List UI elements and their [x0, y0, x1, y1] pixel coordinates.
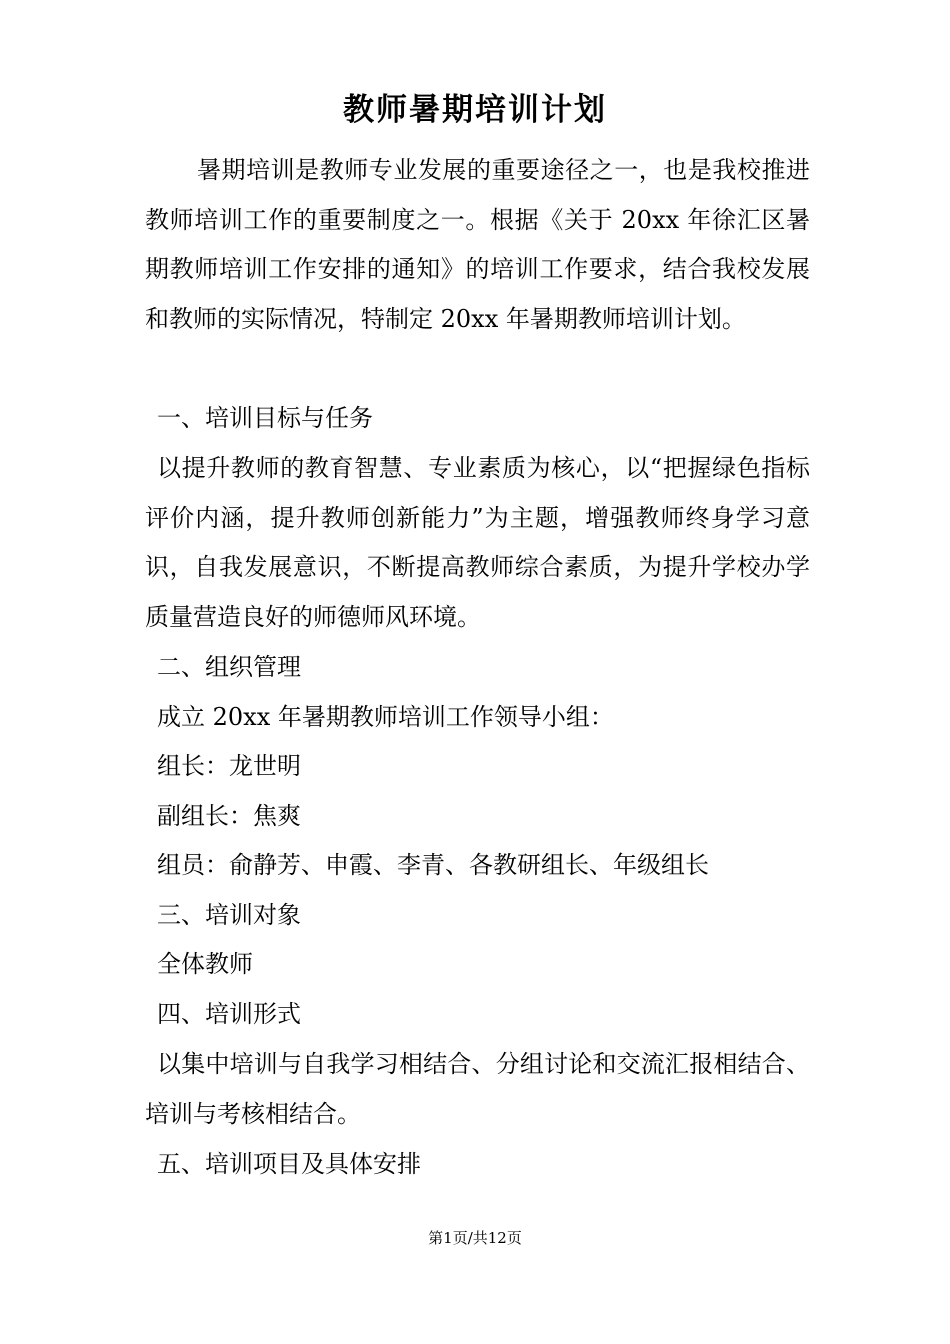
section1-body: 以提升教师的教育智慧、专业素质为核心，以“把握绿色指标评价内涵，提升教师创新能力”为主题，增强教师终身学习意识，自我发展意识，不断提高教师综合素质，为提升学校办学质量营造良好的师德师风环境。: [145, 454, 810, 631]
section4-body: 以集中培训与自我学习相结合、分组讨论和交流汇报相结合、培训与考核相结合。: [145, 1050, 810, 1128]
section2-line-leader: 组长：龙世明: [157, 752, 301, 780]
section2-line-deputy: 副组长：焦爽: [157, 802, 301, 830]
section4-heading: 四、培训形式: [157, 1000, 301, 1028]
page-footer: 第1页/共12页: [428, 1229, 522, 1247]
section3-body: 全体教师: [157, 950, 253, 978]
intro-paragraph: 暑期培训是教师专业发展的重要途径之一，也是我校推进教师培训工作的重要制度之一。根据《关于 20xx 年徐汇区暑期教师培训工作安排的通知》的培训工作要求，结合我校发展和教师的实际情况，特制定 20xx 年暑期教师培训计划。: [145, 156, 810, 333]
section2-line-leading-group: 成立 20xx 年暑期教师培训工作领导小组：: [157, 703, 614, 731]
section2-heading: 二、组织管理: [157, 653, 301, 681]
document-title: 教师暑期培训计划: [343, 92, 607, 128]
section1-heading: 一、培训目标与任务: [157, 404, 373, 432]
section2-line-members: 组员：俞静芳、申霞、李青、各教研组长、年级组长: [157, 851, 709, 879]
section5-heading: 五、培训项目及具体安排: [157, 1150, 421, 1178]
section3-heading: 三、培训对象: [157, 901, 301, 929]
